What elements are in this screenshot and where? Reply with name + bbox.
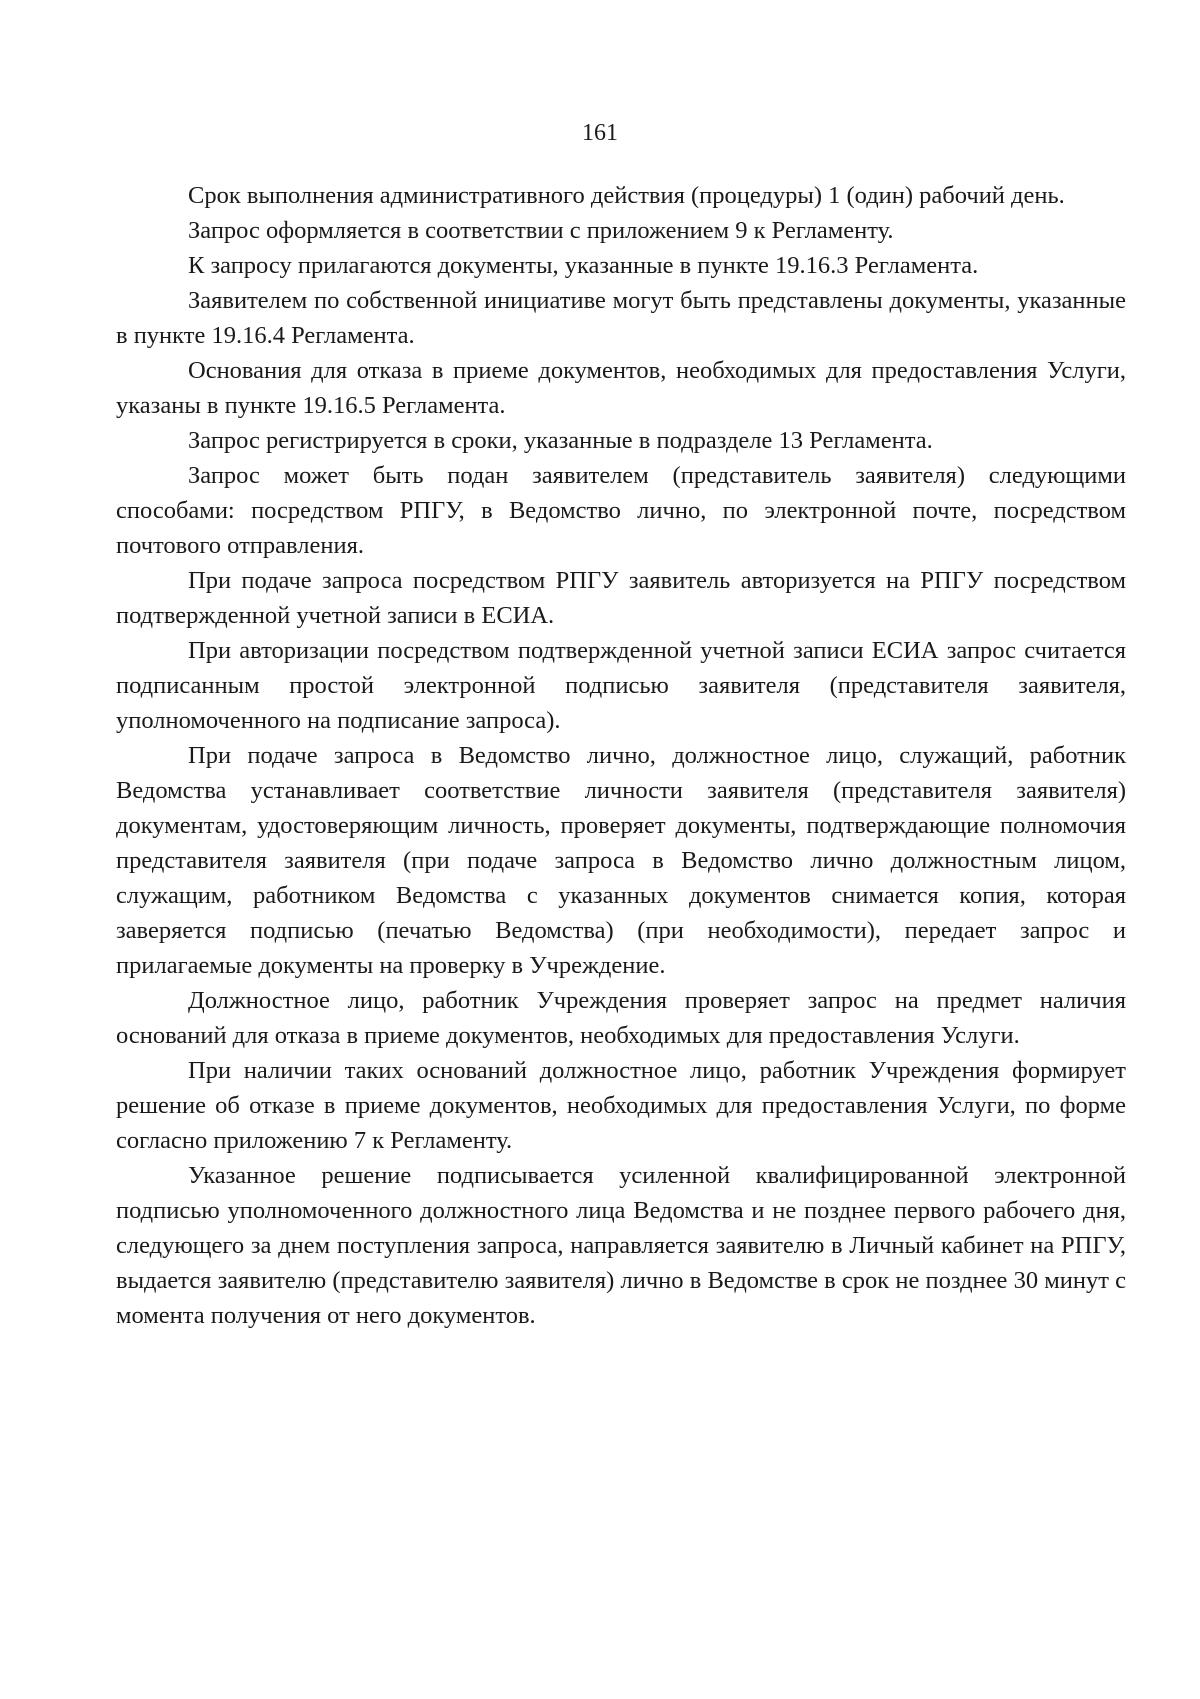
paragraph: При авторизации посредством подтвержденной учетной записи ЕСИА запрос считается подписанным простой электронной подписью заявителя (представителя заявителя, уполномоченного на подписание запроса).: [116, 637, 1126, 734]
paragraph: Запрос может быть подан заявителем (представитель заявителя) следующими способами: посредством РПГУ, в Ведомство лично, по электронной почте, посредством почтового отправления.: [116, 462, 1126, 559]
paragraph: Должностное лицо, работник Учреждения проверяет запрос на предмет наличия оснований для отказа в приеме документов, необходимых для предоставления Услуги.: [116, 987, 1126, 1049]
paragraph: Запрос регистрируется в сроки, указанные в подразделе 13 Регламента.: [188, 427, 933, 454]
paragraph: Заявителем по собственной инициативе могут быть представлены документы, указанные в пункте 19.16.4 Регламента.: [116, 287, 1126, 349]
document-body: [116, 178, 1126, 1333]
paragraph: Запрос оформляется в соответствии с приложением 9 к Регламенту.: [188, 217, 894, 244]
paragraph: При наличии таких оснований должностное лицо, работник Учреждения формирует решение об отказе в приеме документов, необходимых для предоставления Услуги, по форме согласно приложению 7 к Регламенту.: [116, 1057, 1126, 1154]
paragraph: При подаче запроса в Ведомство лично, должностное лицо, служащий, работник Ведомства устанавливает соответствие личности заявителя (представителя заявителя) документам, удостоверяющим личность, проверяет документы, подтверждающие полномочия представителя заявителя (при подаче запроса в Ведомство лично должностным лицом, служащим, работником Ведомства с указанных документов снимается копия, которая заверяется подписью (печатью Ведомства) (при необходимости), передает запрос и прилагаемые документы на проверку в Учреждение.: [116, 742, 1126, 979]
paragraph: К запросу прилагаются документы, указанные в пункте 19.16.3 Регламента.: [188, 252, 979, 279]
paragraph: Основания для отказа в приеме документов, необходимых для предоставления Услуги, указаны в пункте 19.16.5 Регламента.: [116, 357, 1126, 419]
paragraph: При подаче запроса посредством РПГУ заявитель авторизуется на РПГУ посредством подтвержденной учетной записи в ЕСИА.: [116, 567, 1126, 629]
page-number: 161: [582, 120, 618, 146]
paragraph: Срок выполнения административного действия (процедуры) 1 (один) рабочий день.: [188, 182, 1065, 209]
paragraph: Указанное решение подписывается усиленной квалифицированной электронной подписью уполномоченного должностного лица Ведомства и не позднее первого рабочего дня, следующего за днем поступления запроса, направляется заявителю в Личный кабинет на РПГУ, выдается заявителю (представителю заявителя) лично в Ведомстве в срок не позднее 30 минут с момента получения от него документов.: [116, 1162, 1126, 1329]
